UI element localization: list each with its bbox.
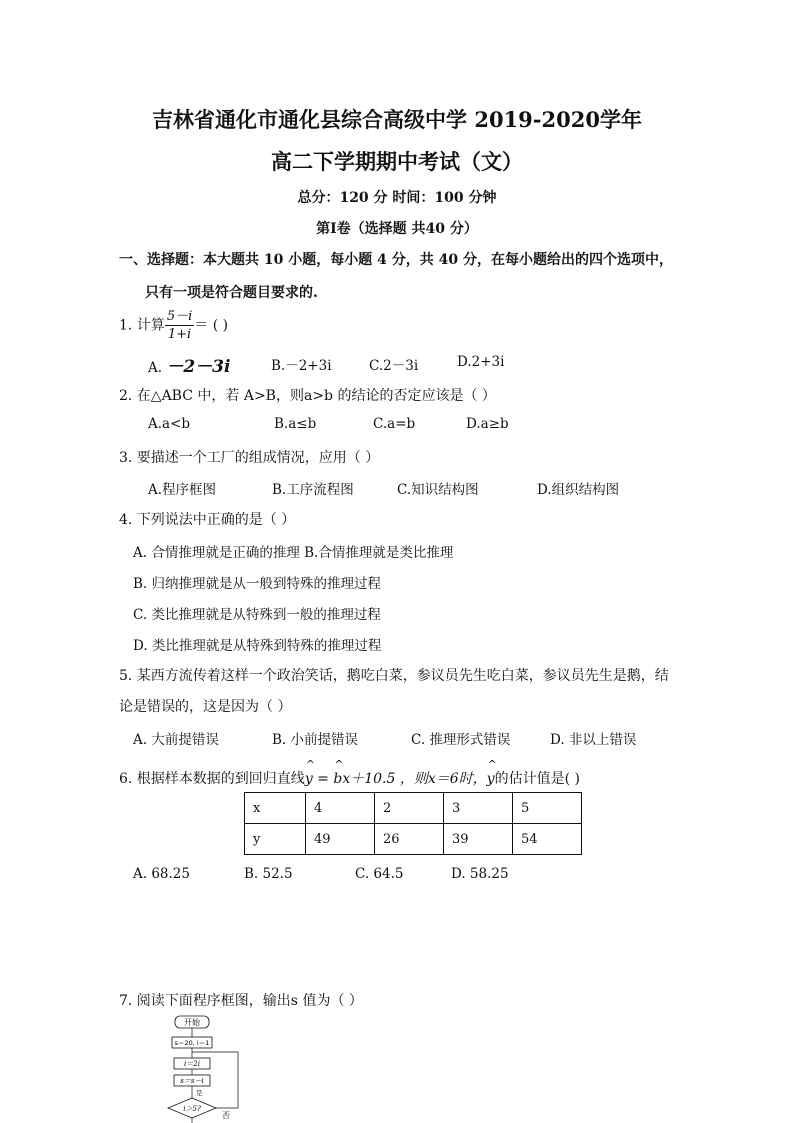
table-cell: 5 — [513, 793, 582, 824]
table-cell: 2 — [375, 793, 444, 824]
q3-option-a: A.程序框图 — [148, 482, 217, 498]
table-cell: x — [245, 793, 306, 824]
q1-option-a — [148, 352, 230, 377]
q4-option-d: D. 类比推理就是从特殊到特殊的推理过程 — [133, 638, 382, 654]
question-2: 2. 在△ABC 中，若 A>B，则a>b 的结论的否定应该是（ ） — [119, 388, 496, 404]
table-row — [245, 793, 582, 824]
question-1 — [119, 308, 228, 343]
q6-data-table — [244, 792, 582, 855]
q1-suffix: ＝ ( ) — [194, 317, 229, 334]
flow-no-label: 否 — [222, 1111, 230, 1120]
exam-subtitle: 高二下学期期中考试（文） — [271, 149, 523, 174]
question-3: 3. 要描述一个工厂的组成情况，应用（ ） — [119, 450, 380, 466]
flow-init-label: s＝20, i＝1 — [174, 1039, 210, 1047]
flow-cond-label: i＞5? — [183, 1105, 201, 1113]
exam-meta: 总分：120 分 时间：100 分钟 — [297, 190, 497, 206]
exam-title: 吉林省通化市通化县综合高级中学 2019-2020学年 — [152, 107, 642, 132]
table-cell: 54 — [513, 824, 582, 855]
q6-suffix: 的估计值是( ) — [494, 771, 580, 787]
q2-option-a: A.a<b — [148, 416, 191, 432]
q6-option-b: B. 52.5 — [244, 866, 293, 882]
table-cell: 3 — [444, 793, 513, 824]
q1-option-b: B.－2+3i — [271, 358, 332, 374]
q6-rest: x＋10.5 ，则x＝6时， — [342, 771, 487, 787]
table-cell: 49 — [306, 824, 375, 855]
question-5-line1: 5. 某西方流传着这样一个政治笑话，鹅吃白菜，参议员先生吃白菜，参议员先生是鹅，结 — [119, 668, 669, 684]
table-cell: 39 — [444, 824, 513, 855]
q6-option-c: C. 64.5 — [355, 866, 404, 882]
question-5-line2: 论是错误的，这是因为（ ） — [119, 699, 292, 715]
q1-prefix: 1. 计算 — [119, 317, 165, 334]
q7-flowchart — [160, 1012, 260, 1123]
table-cell: 26 — [375, 824, 444, 855]
table-cell: y — [245, 824, 306, 855]
section-instructions-line2: 只有一项是符合题目要求的. — [145, 285, 318, 301]
q3-option-d: D.组织结构图 — [537, 482, 620, 498]
table-row — [245, 824, 582, 855]
q2-option-d: D.a≥b — [466, 416, 509, 432]
question-7: 7. 阅读下面程序框图，输出s 值为（ ） — [119, 993, 363, 1009]
table-cell: 4 — [306, 793, 375, 824]
section-instructions-line1: 一、选择题：本大题共 10 小题，每小题 4 分，共 40 分，在每小题给出的四个选项中， — [119, 252, 673, 268]
q1-fraction — [165, 308, 194, 343]
q5-option-d: D. 非以上错误 — [550, 732, 637, 748]
q2-option-b: B.a≤b — [274, 416, 317, 432]
q4-option-a: A. 合情推理就是正确的推理 B.合情推理就是类比推理 — [133, 545, 454, 561]
q5-option-b: B. 小前提错误 — [272, 732, 359, 748]
part-heading: 第Ⅰ卷（选择题 共40 分） — [316, 221, 478, 237]
q6-prefix: 6. 根据样本数据的到回归直线 — [119, 771, 305, 787]
q5-option-c: C. 推理形式错误 — [411, 732, 511, 748]
q1-option-a-letter: A. — [148, 360, 167, 376]
q6-y-hat-2: ^ y — [487, 771, 495, 787]
q1-option-c: C.2－3i — [369, 358, 419, 374]
flow-yes-label: 是 — [196, 1089, 203, 1097]
q6-b-hat: ^ b — [333, 771, 342, 787]
q3-option-c: C.知识结构图 — [397, 482, 479, 498]
q6-option-d: D. 58.25 — [451, 866, 509, 882]
q3-option-b: B.工序流程图 — [272, 482, 354, 498]
q4-option-c: C. 类比推理就是从特殊到一般的推理过程 — [133, 607, 381, 623]
q4-option-b: B. 归纳推理就是从一般到特殊的推理过程 — [133, 576, 382, 592]
q6-y-hat: ^ y — [305, 771, 313, 787]
q1-denominator: 1+i — [167, 327, 192, 342]
flow-step1-label: i＝2i — [184, 1060, 200, 1068]
q2-option-c: C.a=b — [373, 416, 416, 432]
q1-option-d: D.2+3i — [457, 354, 505, 370]
q5-option-a: A. 大前提错误 — [133, 732, 219, 748]
q6-option-a: A. 68.25 — [133, 866, 190, 882]
flow-step2-label: s＝s－i — [180, 1077, 204, 1085]
q6-equals: = — [312, 771, 334, 787]
question-4: 4. 下列说法中正确的是（ ） — [119, 512, 296, 528]
q1-numerator: 5－i — [166, 309, 193, 324]
q1-option-a-value: －2－3i — [166, 357, 231, 377]
question-6 — [119, 768, 580, 788]
flow-start-label: 开始 — [184, 1018, 200, 1027]
